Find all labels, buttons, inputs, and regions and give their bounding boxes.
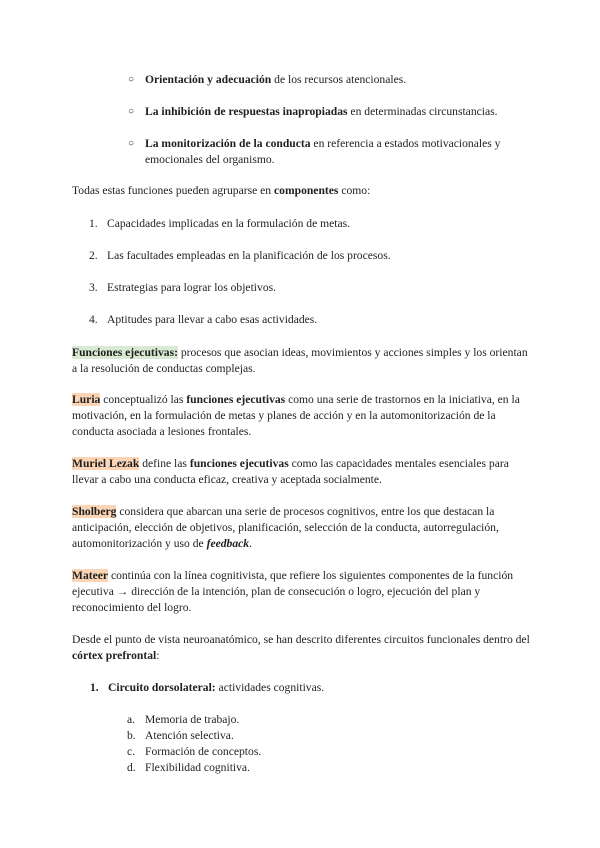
sholberg-post: . xyxy=(249,537,252,550)
sholberg-paragraph xyxy=(72,504,532,552)
list-text: Memoria de trabajo. xyxy=(145,713,240,726)
list-text: Atención selectiva. xyxy=(145,729,234,742)
intro-pre: Todas estas funciones pueden agruparse en xyxy=(72,184,275,197)
list-number: 3. xyxy=(89,281,98,294)
lezak-pre: define las xyxy=(139,457,190,470)
list-text: Estrategias para lograr los objetivos. xyxy=(107,281,277,294)
neuro-bold: córtex prefrontal xyxy=(72,649,157,662)
lezak-bold: funciones ejecutivas xyxy=(189,457,289,470)
list-text: Formación de conceptos. xyxy=(145,745,262,758)
luria-post: como una serie de trastornos en la iniciativa, en la motivación, en la formulación de metas y planes de acción y en la automonitorización de la conducta asociada a lesiones frontales. xyxy=(72,393,520,438)
mateer-paragraph xyxy=(72,568,532,616)
intro-bold: componentes xyxy=(274,184,339,197)
neuro-pre: Desde el punto de vista neuroanatómico, se han descrito diferentes circuitos funcionales dentro del xyxy=(72,633,530,646)
circuit-bold: Circuito dorsolateral: xyxy=(108,681,216,694)
circuit-rest: actividades cognitivas. xyxy=(215,681,325,694)
bullet-marker: ○ xyxy=(128,106,135,117)
list-letter: a. xyxy=(127,713,136,726)
list-number: 1. xyxy=(89,217,98,230)
list-text: Las facultades empleadas en la planificación de los procesos. xyxy=(107,249,391,262)
author-name: Muriel Lezak xyxy=(72,457,140,470)
list-number: 1. xyxy=(90,681,99,694)
bullet-bold: Orientación y adecuación xyxy=(145,73,272,86)
bullet-text xyxy=(145,136,530,168)
bullet-marker: ○ xyxy=(128,138,135,149)
intro-paragraph xyxy=(72,183,532,199)
list-letter: b. xyxy=(127,729,136,742)
luria-paragraph xyxy=(72,392,532,440)
bullet-bold: La inhibición de respuestas inapropiadas xyxy=(145,105,348,118)
intro-post: como: xyxy=(338,184,371,197)
list-number: 4. xyxy=(89,313,98,326)
mateer-text: continúa con la línea cognitivista, que refiere los siguientes componentes de la función ejecutiva → dirección de la intención, plan de consecución o logro, ejecución del plan y reconocimiento del logro. xyxy=(72,569,514,614)
author-name: Luria xyxy=(72,393,101,406)
sholberg-italic: feedback xyxy=(206,537,250,550)
bullet-bold: La monitorización de la conducta xyxy=(145,137,311,150)
bullet-text xyxy=(145,72,530,88)
list-letter: d. xyxy=(127,761,136,774)
list-number: 2. xyxy=(89,249,98,262)
bullet-rest: en referencia a estados motivacionales y emocionales del organismo. xyxy=(145,137,501,166)
list-letter: c. xyxy=(127,745,136,758)
definition-text: procesos que asocian ideas, movimientos y acciones simples y los orientan a la resolución de conductas complejas. xyxy=(72,346,528,375)
bullet-marker: ○ xyxy=(128,74,135,85)
list-text: Flexibilidad cognitiva. xyxy=(145,761,250,774)
author-name: Sholberg xyxy=(72,505,117,518)
list-text: Capacidades implicadas en la formulación de metas. xyxy=(107,217,351,230)
bullet-rest: en determinadas circunstancias. xyxy=(347,105,498,118)
luria-bold: funciones ejecutivas xyxy=(186,393,286,406)
definition-paragraph xyxy=(72,345,532,377)
definition-term: Funciones ejecutivas: xyxy=(72,346,178,359)
neuro-post: : xyxy=(156,649,160,662)
list-text: Aptitudes para llevar a cabo esas actividades. xyxy=(107,313,318,326)
luria-pre: conceptualizó las xyxy=(100,393,187,406)
author-name: Mateer xyxy=(72,569,109,582)
neuro-paragraph xyxy=(72,632,532,664)
sholberg-pre: considera que abarcan una serie de procesos cognitivos, entre los que destacan la anticipación, elección de objetivos, planificación, selección de la conducta, autorregulación, automonitorización y uso de xyxy=(72,505,499,550)
bullet-rest: de los recursos atencionales. xyxy=(271,73,407,86)
lezak-paragraph xyxy=(72,456,532,488)
lezak-post: como las capacidades mentales esenciales para llevar a cabo una conducta eficaz, creativa y aceptada socialmente. xyxy=(72,457,509,486)
bullet-text xyxy=(145,104,530,120)
circuit-text xyxy=(108,680,508,696)
